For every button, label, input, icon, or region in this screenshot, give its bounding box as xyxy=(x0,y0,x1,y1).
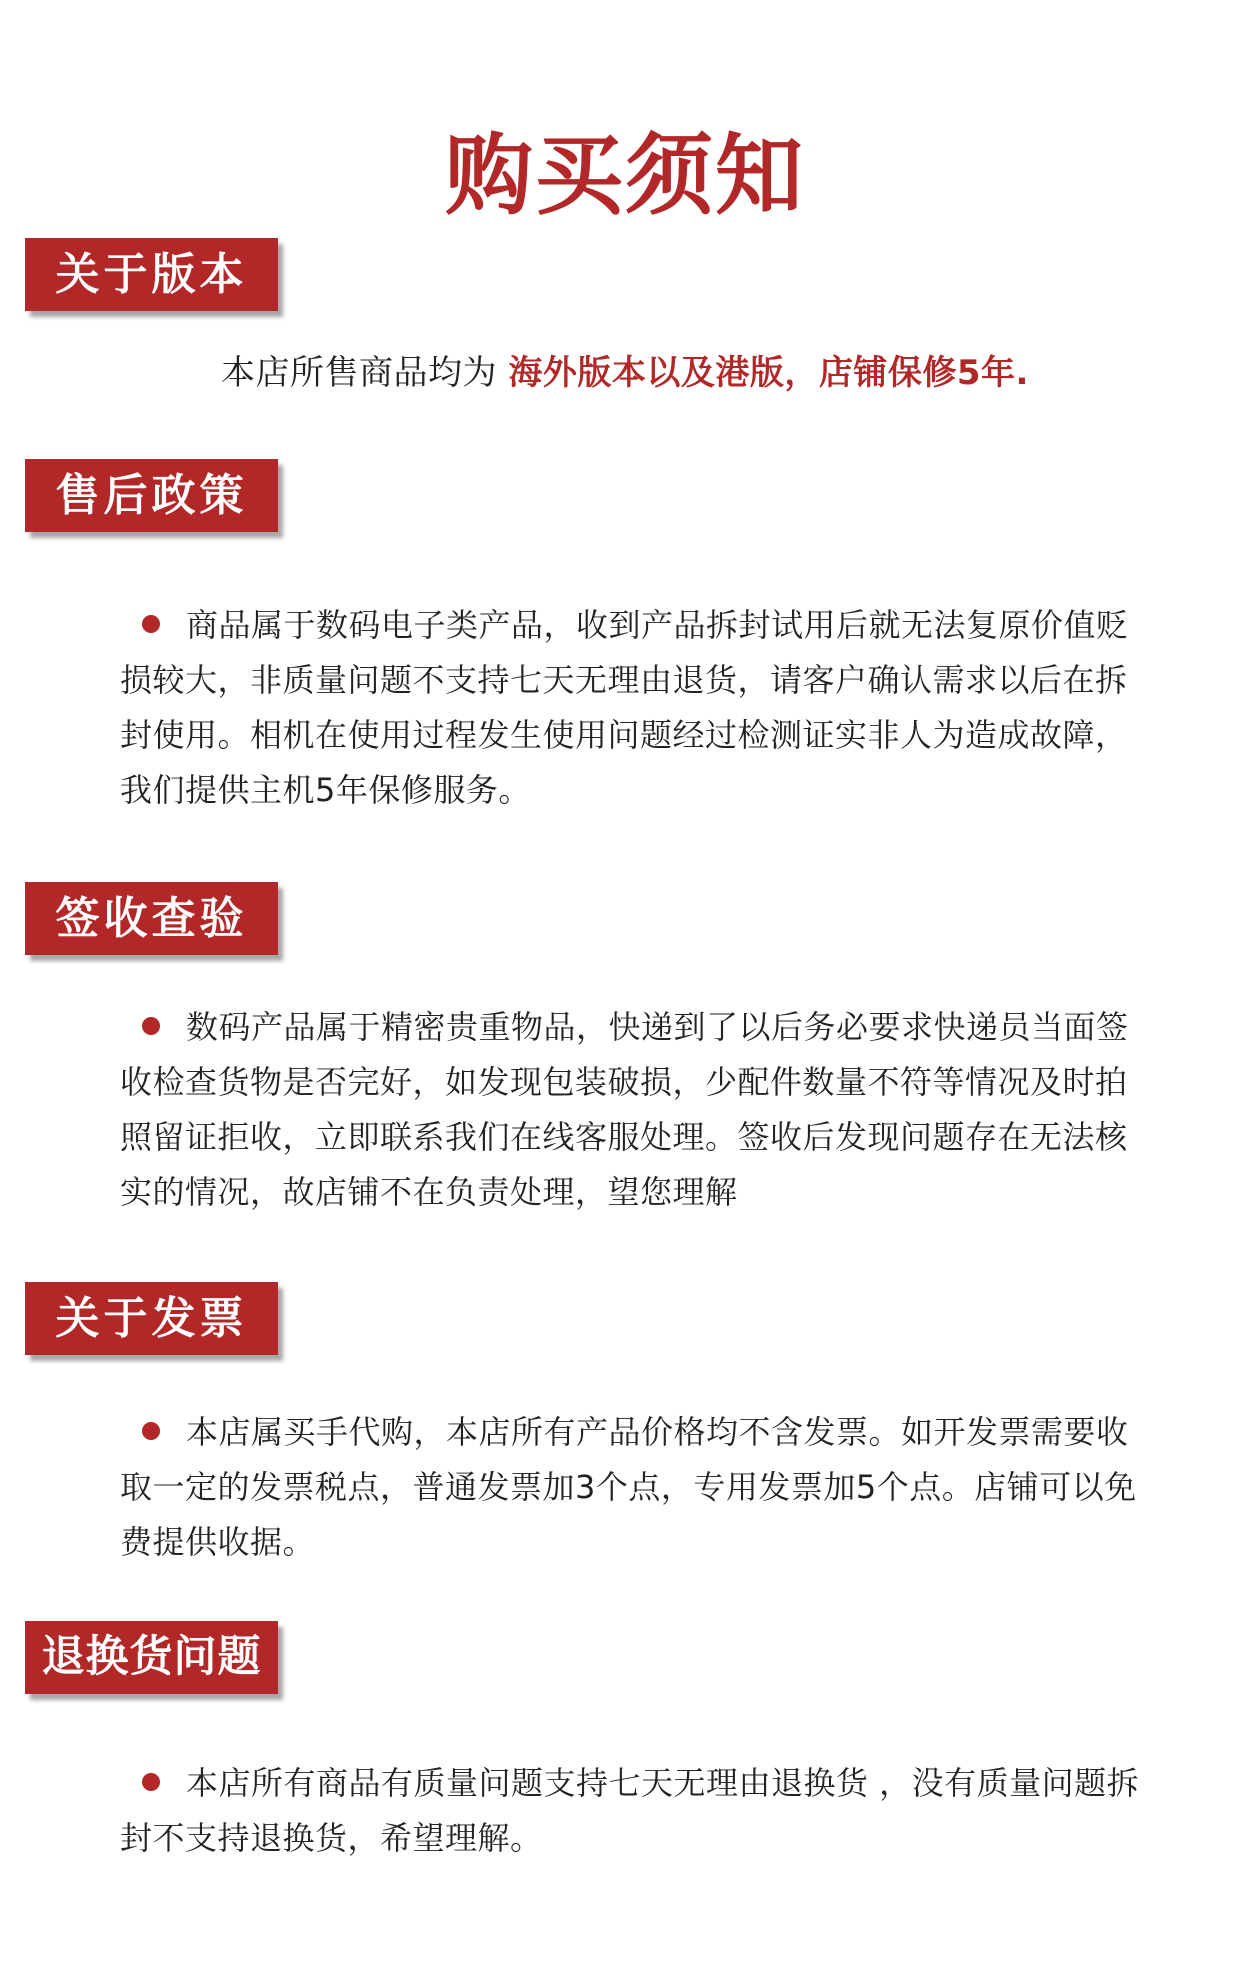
bullet-dot-icon xyxy=(142,615,160,633)
bullet-dot-icon xyxy=(142,1422,160,1440)
inspection-text: 数码产品属于精密贵重物品，快递到了以后务必要求快递员当面签收检查货物是否完好，如发现包装破损，少配件数量不符等情况及时拍照留证拒收，立即联系我们在线客服处理。签收后发现问题存在无法核实的情况，故店铺不在负责处理，望您理解 xyxy=(120,1008,1129,1211)
after-sales-paragraph xyxy=(120,598,1140,818)
invoice-paragraph xyxy=(120,1405,1140,1570)
section-heading-inspection: 签收查验 xyxy=(25,882,278,955)
version-intro xyxy=(0,343,1250,403)
bullet-dot-icon xyxy=(142,1773,160,1791)
inspection-paragraph xyxy=(120,1000,1140,1220)
returns-paragraph xyxy=(120,1756,1140,1866)
section-heading-invoice: 关于发票 xyxy=(25,1282,278,1355)
returns-text: 本店所有商品有质量问题支持七天无理由退换货 ，没有质量问题拆封不支持退换货，希望理解。 xyxy=(120,1764,1140,1857)
version-intro-text: 本店所售商品均为 xyxy=(221,353,509,393)
section-heading-after-sales: 售后政策 xyxy=(25,459,278,532)
version-intro-highlight: 海外版本以及港版，店铺保修5年. xyxy=(508,353,1029,393)
section-heading-version: 关于版本 xyxy=(25,238,278,311)
page-title: 购买须知 xyxy=(444,123,805,227)
invoice-text: 本店属买手代购，本店所有产品价格均不含发票。如开发票需要收取一定的发票税点，普通发票加3个点，专用发票加5个点。店铺可以免费提供收据。 xyxy=(120,1413,1137,1561)
bullet-dot-icon xyxy=(142,1017,160,1035)
section-heading-returns: 退换货问题 xyxy=(25,1621,278,1694)
after-sales-text: 商品属于数码电子类产品，收到产品拆封试用后就无法复原价值贬损较大，非质量问题不支持七天无理由退货，请客户确认需求以后在拆封使用。相机在使用过程发生使用问题经过检测证实非人为造成故障，我们提供主机5年保修服务。 xyxy=(120,606,1129,809)
